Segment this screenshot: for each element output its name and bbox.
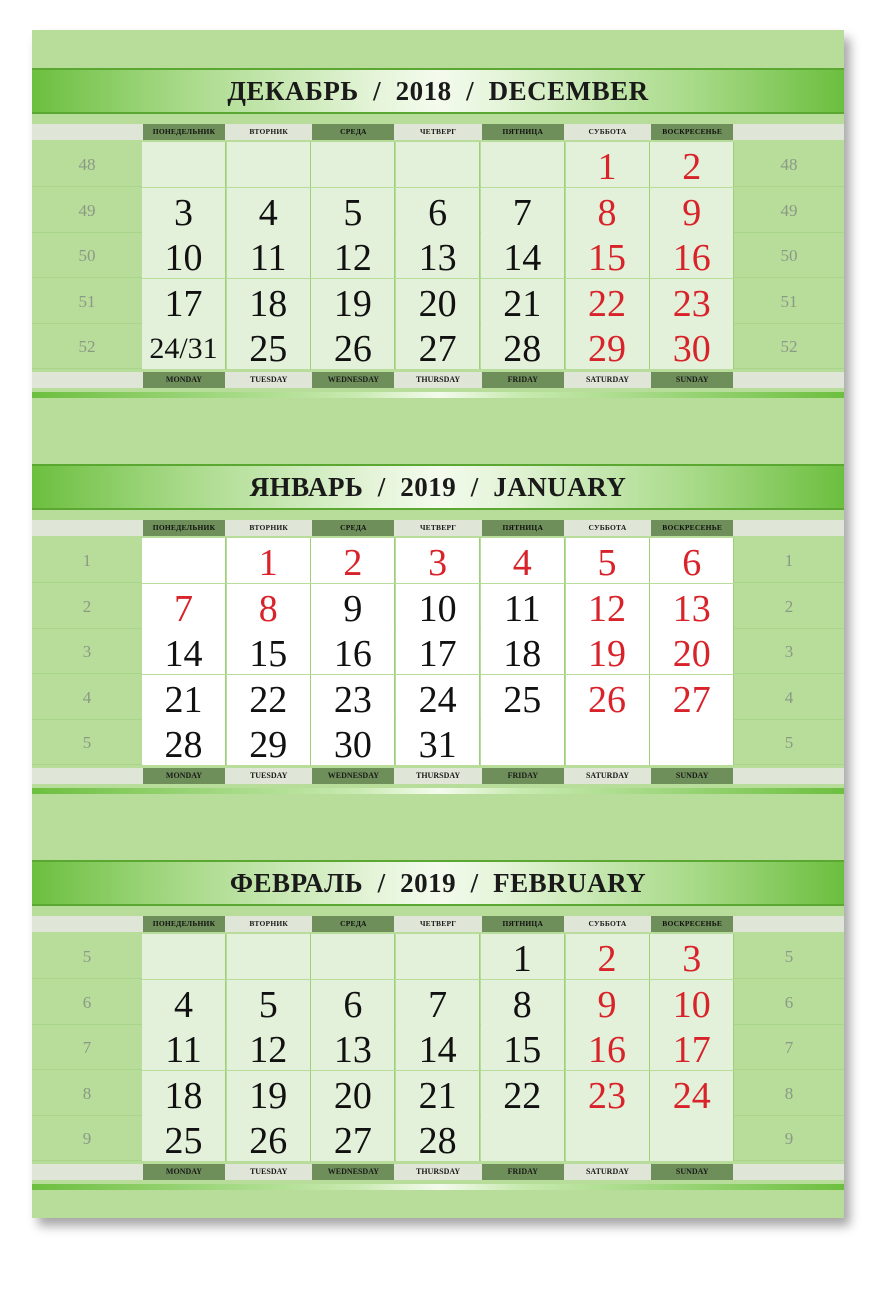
- weekday-name-en: TUESDAY: [249, 1166, 288, 1176]
- day-cell: 8: [566, 188, 650, 233]
- weekday-name: СУББОТА: [588, 523, 627, 532]
- day-cell: 4: [142, 980, 226, 1025]
- day-cell: 23: [311, 675, 395, 720]
- weekday-name-en: FRIDAY: [482, 768, 564, 784]
- day-cell: 28: [481, 324, 565, 369]
- month-block: [32, 464, 844, 792]
- day-cell: 25: [142, 1116, 226, 1161]
- week-number-left: 49: [78, 200, 96, 220]
- week-number-left: 6: [82, 992, 92, 1012]
- separator-bar: [32, 392, 844, 398]
- weekday-name-en: WEDNESDAY: [312, 768, 394, 784]
- day-cell: 28: [396, 1116, 480, 1161]
- week-row: [32, 1025, 844, 1070]
- week-number-left: 1: [82, 551, 92, 570]
- day-cell: 27: [311, 1116, 395, 1161]
- week-number-right: 48: [780, 155, 798, 174]
- weekday-name-en: WEDNESDAY: [312, 1164, 394, 1180]
- day-cell: 22: [227, 675, 311, 720]
- day-cell: 12: [566, 584, 650, 629]
- week-row: [32, 233, 844, 278]
- empty-day-cell: [481, 720, 565, 765]
- week-row: [32, 980, 844, 1025]
- week-number-left: 5: [82, 733, 92, 752]
- week-row: [32, 324, 844, 369]
- week-row: [32, 142, 844, 187]
- empty-day-cell: [566, 1116, 650, 1161]
- day-cell: 2: [650, 142, 734, 187]
- day-cell: 27: [650, 675, 734, 720]
- weekday-name: СРЕДА: [312, 916, 394, 932]
- day-cell: 22: [566, 279, 650, 324]
- empty-day-cell: [142, 538, 226, 583]
- weekday-name-en: FRIDAY: [482, 372, 564, 388]
- weekday-name-en: THURSDAY: [416, 374, 461, 384]
- day-cell: 16: [311, 629, 395, 674]
- empty-day-cell: [396, 142, 480, 187]
- week-row: [32, 1071, 844, 1116]
- month-block: [32, 68, 844, 396]
- week-row: [32, 934, 844, 979]
- week-row: [32, 584, 844, 629]
- day-cell: 17: [396, 629, 480, 674]
- day-cell: 2: [311, 538, 395, 583]
- week-number-right: 7: [784, 1038, 794, 1057]
- week-number-left: 3: [82, 642, 92, 661]
- week-number-left: 7: [82, 1038, 92, 1057]
- week-row: [32, 188, 844, 233]
- day-cell: 5: [566, 538, 650, 583]
- empty-day-cell: [311, 142, 395, 187]
- week-number-right: 5: [784, 947, 794, 966]
- day-cell: 3: [142, 188, 226, 233]
- month-title: ФЕВРАЛЬ / 2019 / FEBRUARY: [32, 860, 844, 906]
- weekday-names-ru: [32, 520, 844, 536]
- weekday-name: СРЕДА: [312, 520, 394, 536]
- week-number-left: 50: [78, 246, 96, 265]
- day-cell: 8: [481, 980, 565, 1025]
- day-cell: 1: [566, 142, 650, 187]
- weekday-name: СУББОТА: [588, 127, 627, 136]
- weekday-name-en: MONDAY: [143, 372, 225, 388]
- weekday-name-en: THURSDAY: [416, 1166, 461, 1176]
- empty-day-cell: [650, 1116, 734, 1161]
- weekday-name: ВОСКРЕСЕНЬЕ: [651, 124, 733, 140]
- week-number-right: 2: [784, 596, 794, 616]
- day-cell: 3: [650, 934, 734, 979]
- day-cell: 25: [481, 675, 565, 720]
- weekday-name: ПЯТНИЦА: [482, 124, 564, 140]
- day-cell: 15: [566, 233, 650, 278]
- week-row: [32, 629, 844, 674]
- weekday-name: ЧЕТВЕРГ: [419, 523, 457, 532]
- week-row: [32, 1116, 844, 1161]
- day-cell: 16: [566, 1025, 650, 1070]
- week-number-left: 2: [82, 596, 92, 616]
- day-cell: 21: [481, 279, 565, 324]
- day-cell: 19: [227, 1071, 311, 1116]
- week-number-right: 3: [784, 642, 794, 661]
- day-cell: 26: [227, 1116, 311, 1161]
- weekday-name-en: SATURDAY: [585, 1166, 630, 1176]
- weekday-name: СУББОТА: [588, 919, 627, 928]
- weekday-name: ПОНЕДЕЛЬНИК: [143, 916, 225, 932]
- empty-day-cell: [142, 142, 226, 187]
- day-cell: 16: [650, 233, 734, 278]
- day-cell: 21: [396, 1071, 480, 1116]
- empty-day-cell: [227, 934, 311, 979]
- weekday-names-ru: [32, 916, 844, 932]
- week-number-right: 8: [784, 1083, 794, 1103]
- day-cell: 3: [396, 538, 480, 583]
- day-cell: 6: [311, 980, 395, 1025]
- day-cell: 28: [142, 720, 226, 765]
- weekday-name-en: TUESDAY: [249, 770, 288, 780]
- day-cell: 14: [142, 629, 226, 674]
- weekday-name: ЧЕТВЕРГ: [419, 919, 457, 928]
- day-cell: 10: [396, 584, 480, 629]
- weekday-name: ВТОРНИК: [249, 523, 289, 532]
- day-cell: 7: [481, 188, 565, 233]
- weekday-name-en: WEDNESDAY: [312, 372, 394, 388]
- week-number-right: 52: [780, 337, 798, 356]
- day-cell: 24: [650, 1071, 734, 1116]
- week-row: [32, 675, 844, 720]
- day-cell: 14: [481, 233, 565, 278]
- day-cell: 7: [142, 584, 226, 629]
- week-number-right: 5: [784, 733, 794, 752]
- weekday-name-en: MONDAY: [143, 768, 225, 784]
- day-cell: 24: [396, 675, 480, 720]
- day-cell: 1: [481, 934, 565, 979]
- week-number-left: 5: [82, 947, 92, 966]
- day-cell: 6: [650, 538, 734, 583]
- day-cell: 9: [311, 584, 395, 629]
- day-cell: 23: [650, 279, 734, 324]
- week-row: [32, 279, 844, 324]
- weekday-name: ПЯТНИЦА: [482, 916, 564, 932]
- weekday-name-en: TUESDAY: [249, 374, 288, 384]
- weekday-name: ПЯТНИЦА: [482, 520, 564, 536]
- day-cell: 1: [227, 538, 311, 583]
- day-cell: 21: [142, 675, 226, 720]
- day-cell: 22: [481, 1071, 565, 1116]
- day-cell: 17: [142, 279, 226, 324]
- day-cell: 10: [650, 980, 734, 1025]
- week-number-left: 9: [82, 1129, 92, 1148]
- day-cell: 20: [396, 279, 480, 324]
- empty-day-cell: [650, 720, 734, 765]
- day-cell: 18: [142, 1071, 226, 1116]
- day-cell: 6: [396, 188, 480, 233]
- day-cell: 13: [650, 584, 734, 629]
- month-block: [32, 860, 844, 1188]
- week-number-right: 50: [780, 246, 798, 265]
- weekday-names-en: [32, 372, 844, 388]
- day-cell: 5: [311, 188, 395, 233]
- day-cell: 18: [227, 279, 311, 324]
- weekday-name: ПОНЕДЕЛЬНИК: [143, 520, 225, 536]
- day-cell: 2: [566, 934, 650, 979]
- day-cell: 4: [481, 538, 565, 583]
- week-number-right: 9: [784, 1129, 794, 1148]
- day-cell: 11: [142, 1025, 226, 1070]
- weekday-name-en: MONDAY: [143, 1164, 225, 1180]
- day-cell: 29: [566, 324, 650, 369]
- day-cell: 23: [566, 1071, 650, 1116]
- weekday-name: ЧЕТВЕРГ: [419, 127, 457, 136]
- day-cell: 30: [311, 720, 395, 765]
- day-cell: 12: [311, 233, 395, 278]
- day-cell: 7: [396, 980, 480, 1025]
- day-cell: 26: [566, 675, 650, 720]
- weekday-name-en: SUNDAY: [651, 1164, 733, 1180]
- day-cell: 13: [396, 233, 480, 278]
- weekday-names-ru: [32, 124, 844, 140]
- day-cell: 27: [396, 324, 480, 369]
- week-number-left: 52: [78, 337, 96, 356]
- week-row: [32, 538, 844, 583]
- day-cell: 13: [311, 1025, 395, 1070]
- month-title: ЯНВАРЬ / 2019 / JANUARY: [32, 464, 844, 510]
- day-cell: 14: [396, 1025, 480, 1070]
- empty-day-cell: [481, 1116, 565, 1161]
- weekday-name: ВОСКРЕСЕНЬЕ: [651, 520, 733, 536]
- week-number-left: 4: [82, 687, 92, 707]
- day-cell: 20: [311, 1071, 395, 1116]
- week-number-right: 51: [780, 291, 798, 311]
- day-cell: 5: [227, 980, 311, 1025]
- separator-bar: [32, 1184, 844, 1190]
- weekday-name-en: SATURDAY: [585, 770, 630, 780]
- day-cell: 17: [650, 1025, 734, 1070]
- weekday-name-en: SUNDAY: [651, 372, 733, 388]
- day-cell: 31: [396, 720, 480, 765]
- empty-day-cell: [396, 934, 480, 979]
- day-cell: 20: [650, 629, 734, 674]
- day-cell: 10: [142, 233, 226, 278]
- day-cell: 9: [650, 188, 734, 233]
- day-cell: 18: [481, 629, 565, 674]
- day-cell: 15: [481, 1025, 565, 1070]
- day-cell: 19: [311, 279, 395, 324]
- weekday-name-en: THURSDAY: [416, 770, 461, 780]
- day-cell: 15: [227, 629, 311, 674]
- week-row: [32, 720, 844, 765]
- weekday-name: ПОНЕДЕЛЬНИК: [143, 124, 225, 140]
- week-number-left: 51: [78, 291, 96, 311]
- weekday-name: ВОСКРЕСЕНЬЕ: [651, 916, 733, 932]
- day-cell: 29: [227, 720, 311, 765]
- day-cell: 26: [311, 324, 395, 369]
- week-number-left: 8: [82, 1083, 92, 1103]
- empty-day-cell: [227, 142, 311, 187]
- day-cell: 19: [566, 629, 650, 674]
- day-cell: 11: [481, 584, 565, 629]
- separator-bar: [32, 788, 844, 794]
- weekday-names-en: [32, 768, 844, 784]
- week-number-right: 6: [784, 992, 794, 1012]
- weekday-name: ВТОРНИК: [249, 919, 289, 928]
- month-title: ДЕКАБРЬ / 2018 / DECEMBER: [32, 68, 844, 114]
- day-cell: 24/31: [142, 324, 226, 369]
- empty-day-cell: [566, 720, 650, 765]
- weekday-name: СРЕДА: [312, 124, 394, 140]
- empty-day-cell: [142, 934, 226, 979]
- week-number-right: 49: [780, 200, 798, 220]
- empty-day-cell: [481, 142, 565, 187]
- day-cell: 12: [227, 1025, 311, 1070]
- day-cell: 25: [227, 324, 311, 369]
- day-cell: 8: [227, 584, 311, 629]
- day-cell: 9: [566, 980, 650, 1025]
- day-cell: 4: [227, 188, 311, 233]
- weekday-name: ВТОРНИК: [249, 127, 289, 136]
- weekday-name-en: SUNDAY: [651, 768, 733, 784]
- week-number-left: 48: [78, 155, 96, 174]
- day-cell: 30: [650, 324, 734, 369]
- weekday-name-en: SATURDAY: [585, 374, 630, 384]
- day-cell: 11: [227, 233, 311, 278]
- weekday-name-en: FRIDAY: [482, 1164, 564, 1180]
- empty-day-cell: [311, 934, 395, 979]
- week-number-right: 1: [784, 551, 794, 570]
- week-number-right: 4: [784, 687, 794, 707]
- weekday-names-en: [32, 1164, 844, 1180]
